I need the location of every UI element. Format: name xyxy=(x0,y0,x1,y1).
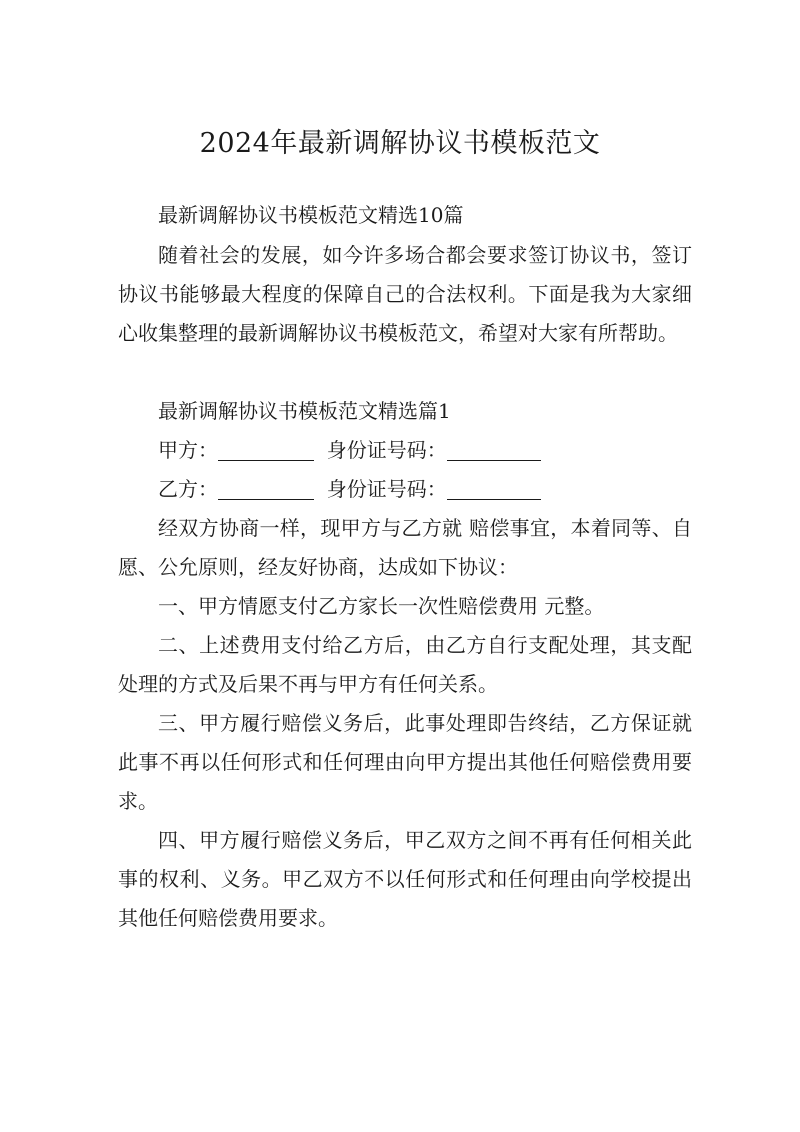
clause-1: 一、甲方情愿支付乙方家长一次性赔偿费用 元整。 xyxy=(158,594,605,618)
clause-2: 二、上述费用支付给乙方后，由乙方自行支配处理，其支配处理的方式及后果不再与甲方有任何关系。 xyxy=(118,633,692,696)
party-b-label: 乙方： xyxy=(158,477,218,501)
party-a-id-label: 身份证号码： xyxy=(326,438,447,462)
party-a-row xyxy=(118,431,692,470)
party-a-label: 甲方： xyxy=(158,438,218,462)
clause-3: 三、甲方履行赔偿义务后，此事处理即告终结，乙方保证就此事不再以任何形式和任何理由向甲方提出其他任何赔偿费用要求。 xyxy=(118,711,692,813)
document-body xyxy=(118,196,692,938)
party-b-name-blank xyxy=(218,475,314,500)
party-b-id-blank xyxy=(447,475,541,500)
agreement-preamble: 经双方协商一样，现甲方与乙方就 赔偿事宜，本着同等、自愿、公允原则，经友好协商，达成如下协议： xyxy=(118,516,692,579)
section-heading: 最新调解协议书模板范文精选篇1 xyxy=(158,399,451,423)
party-b-row xyxy=(118,470,692,509)
party-a-id-blank xyxy=(447,436,541,461)
document-title: 2024年最新调解协议书模板范文 xyxy=(199,128,601,159)
party-b-id-label: 身份证号码： xyxy=(326,477,447,501)
clause-4: 四、甲方履行赔偿义务后，甲乙双方之间不再有任何相关此事的权利、义务。甲乙双方不以任何形式和任何理由向学校提出其他任何赔偿费用要求。 xyxy=(118,828,692,930)
intro-paragraph: 随着社会的发展，如今许多场合都会要求签订协议书，签订协议书能够最大程度的保障自己的合法权利。下面是我为大家细心收集整理的最新调解协议书模板范文，希望对大家有所帮助。 xyxy=(118,243,692,345)
document-subtitle: 最新调解协议书模板范文精选10篇 xyxy=(158,203,464,227)
party-a-name-blank xyxy=(218,436,314,461)
